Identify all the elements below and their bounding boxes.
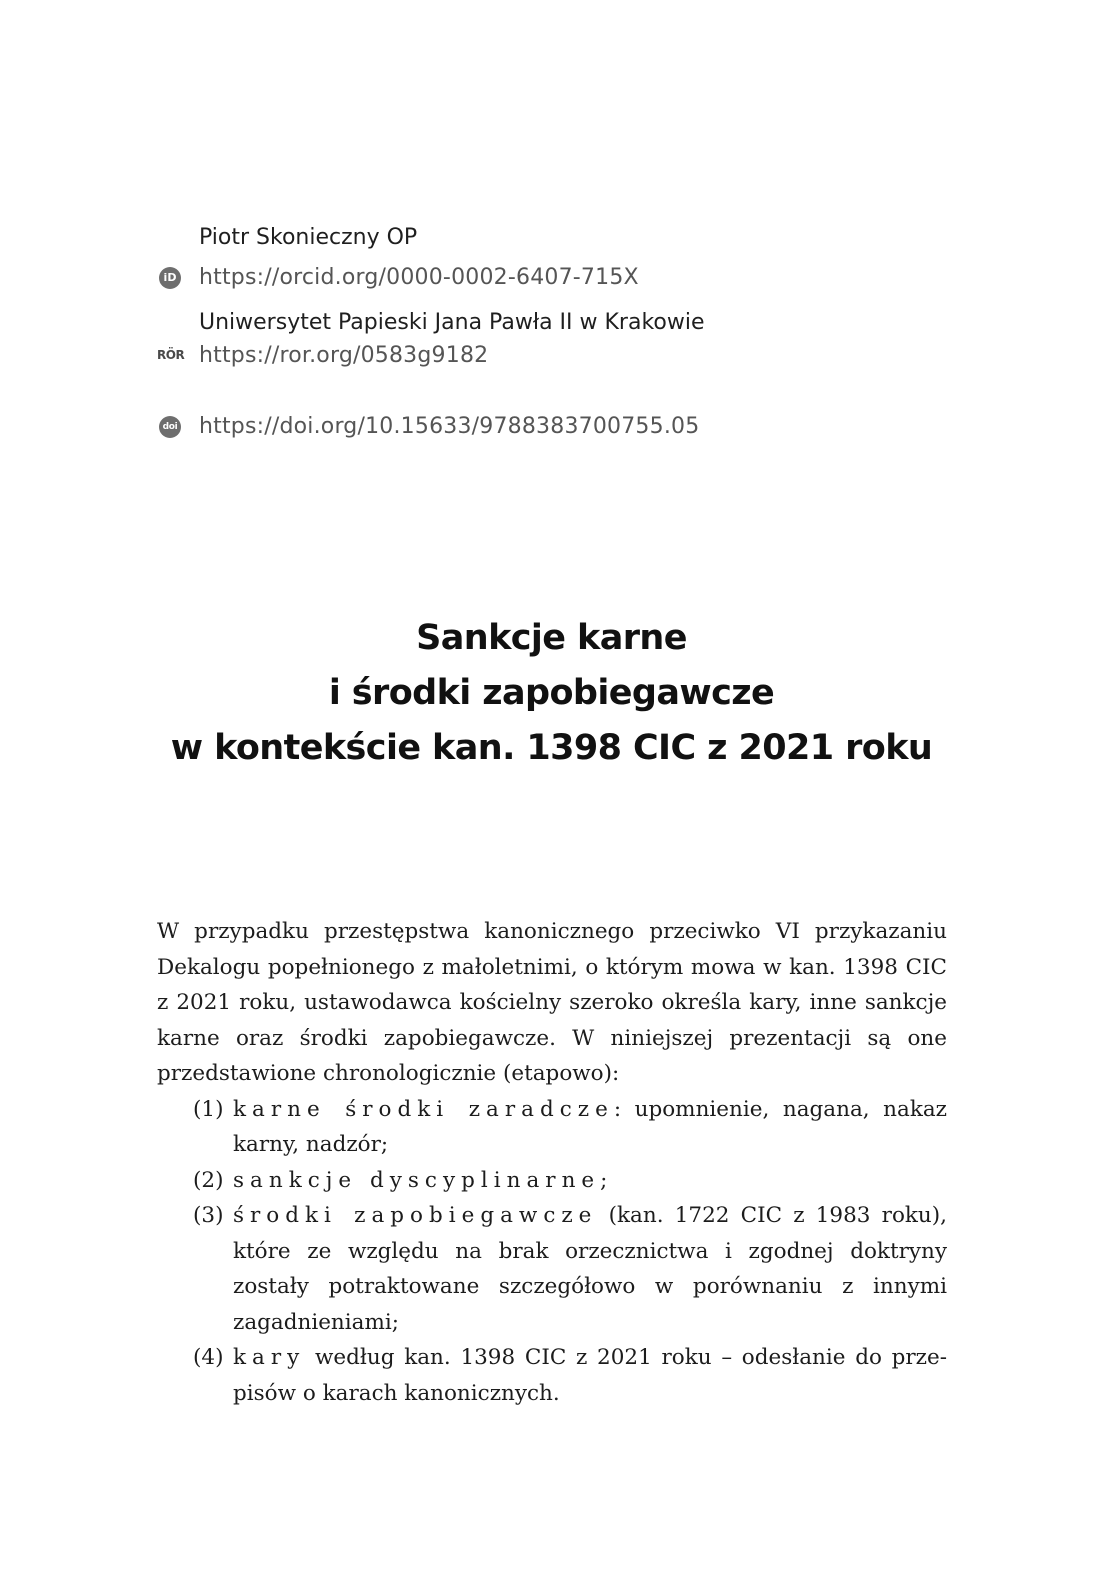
ror-icon: RÖR (157, 348, 185, 362)
list-item-text: : upomnienie, nagana, nakaz karny, nadzór; (233, 1096, 947, 1157)
list-item-text: (kan. 1722 CIC z 1983 roku), które ze względu na brak orzecznictwa i zgodnej doktryny zostały potraktowane szczegółowo w porównaniu z innymi zagadnieniami; (233, 1203, 947, 1335)
list-item (157, 1198, 947, 1340)
title-line-3: w kontekście kan. 1398 CIC z 2021 roku (170, 728, 933, 768)
list-item (157, 1163, 947, 1199)
doi-link[interactable]: https://doi.org/10.15633/9788383700755.05 (199, 414, 700, 439)
title-line-2: i środki zapobiegawcze (328, 673, 775, 713)
list-item-term: sankcje dyscyplinarne (233, 1167, 601, 1193)
list-item-term: kary (233, 1345, 306, 1370)
orcid-icon: iD (159, 267, 181, 289)
affiliation-name: Uniwersytet Papieski Jana Pawła II w Krakowie (199, 310, 705, 335)
list-item-number: (1) (193, 1096, 224, 1122)
list-item-text: ; (600, 1167, 608, 1193)
list-item (157, 1340, 947, 1411)
stages-list (157, 1092, 947, 1412)
author-name: Piotr Skonieczny OP (199, 225, 418, 250)
list-item-term: karne środki zaradcze (233, 1096, 614, 1122)
doi-icon: doi (159, 416, 181, 438)
list-item-text: według kan. 1398 CIC z 2021 roku – odesłanie do przepisów o karach kanonicznych. (233, 1345, 947, 1406)
list-item-term: środki zapobiegawcze (233, 1203, 598, 1228)
intro-paragraph: W przypadku przestępstwa kanonicznego przeciwko VI przykazaniu Dekalogu popełnionego z małoletnimi, o którym mowa w kan. 1398 CIC z 2021 roku, ustawodawca kościelny szeroko określa kary, inne sankcje karne oraz środki zapobiegawcze. W niniejszej prezentacji są one przedstawione chronologicznie (etapowo): (157, 919, 947, 1086)
list-item (157, 1092, 947, 1163)
list-item-number: (2) (193, 1167, 224, 1193)
abstract-body (157, 914, 947, 1411)
title-line-1: Sankcje karne (416, 618, 687, 658)
orcid-link[interactable]: https://orcid.org/0000-0002-6407-715X (199, 265, 639, 290)
list-item-number: (3) (193, 1203, 224, 1228)
article-title (0, 611, 1103, 776)
list-item-number: (4) (193, 1345, 224, 1370)
ror-link[interactable]: https://ror.org/0583g9182 (199, 343, 489, 368)
